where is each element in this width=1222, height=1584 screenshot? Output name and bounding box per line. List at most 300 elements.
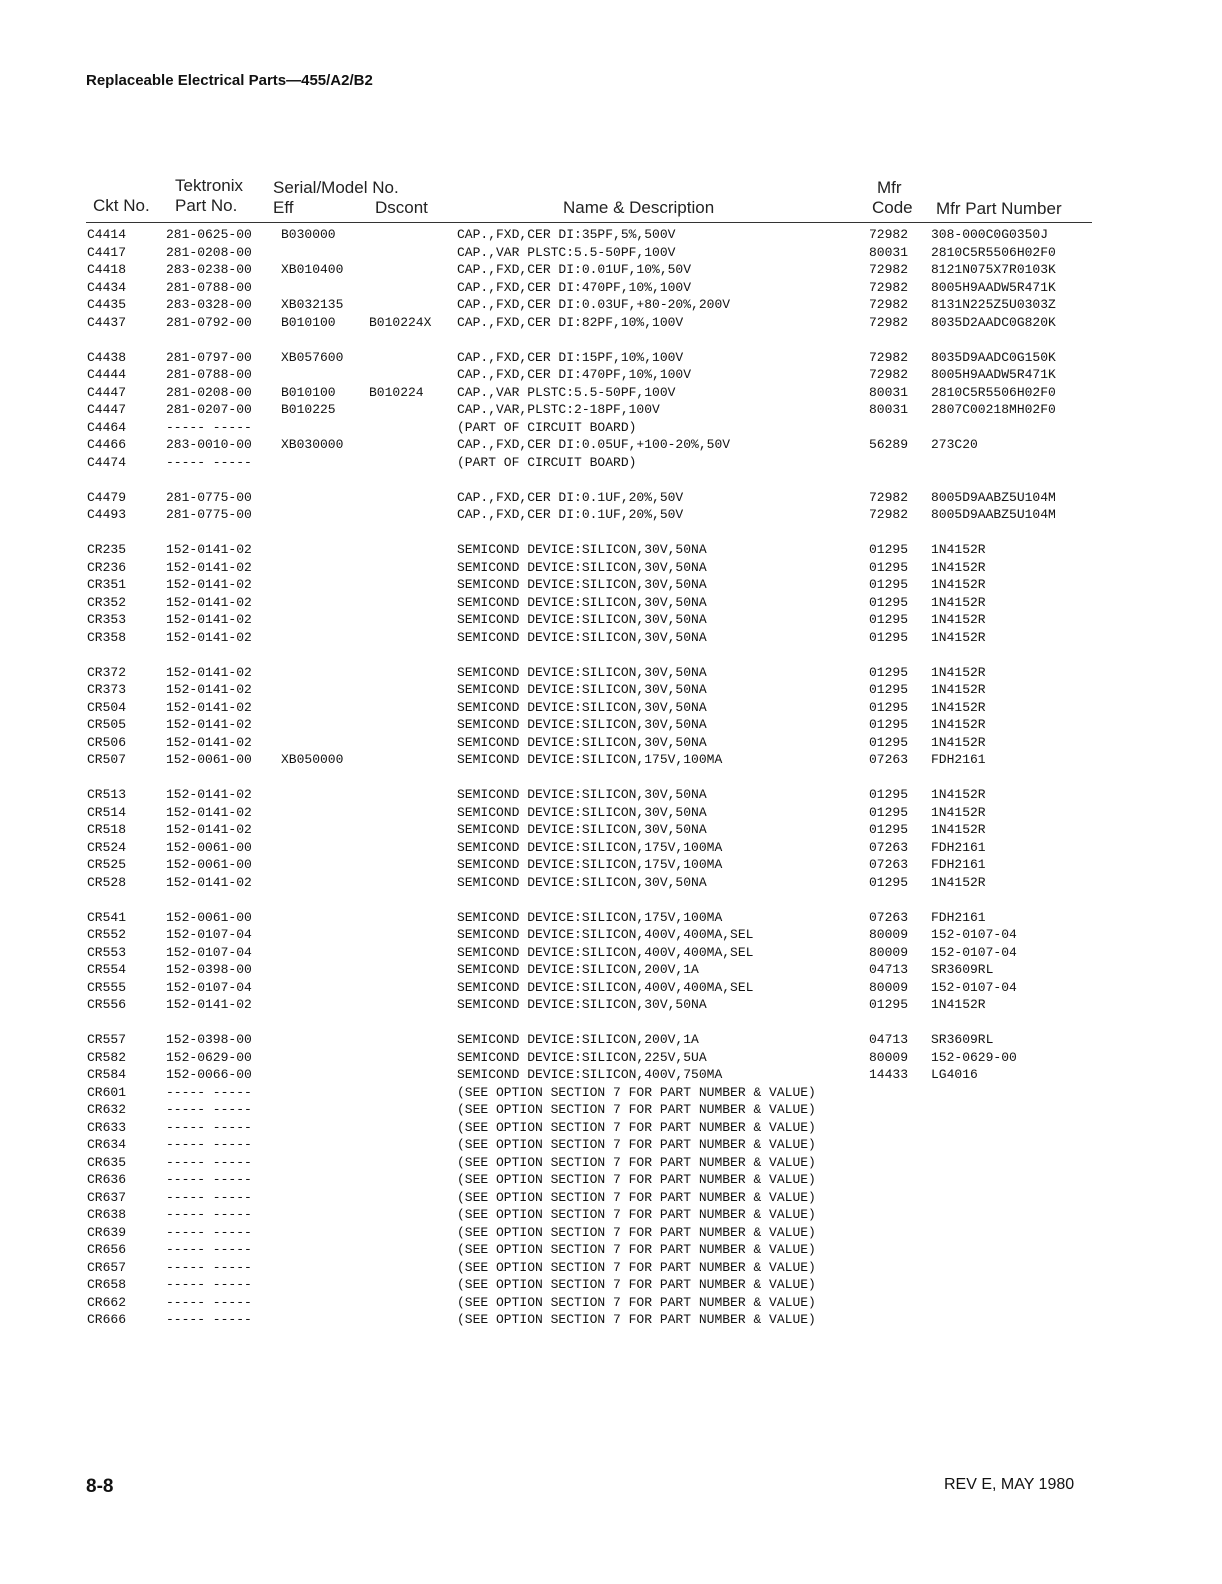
cell-mfr-part-number: 1N4152R — [931, 874, 986, 890]
table-row — [0, 261, 1222, 279]
cell-mfr-code: 01295 — [869, 682, 909, 697]
cell-mfr-code: 80031 — [869, 244, 909, 260]
cell-part-no: 152-0141-02 — [166, 664, 252, 680]
table-row — [0, 349, 1222, 367]
page-title: Replaceable Electrical Parts—455/A2/B2 — [86, 72, 373, 89]
table-row — [0, 1241, 1222, 1259]
cell-mfr-code: 72982 — [869, 297, 909, 312]
cell-ckt-no: CR553 — [87, 944, 127, 960]
table-row — [0, 804, 1222, 822]
cell-part-no: 152-0398-00 — [166, 962, 252, 977]
cell-ckt-no: C4437 — [87, 314, 127, 330]
table-row — [0, 786, 1222, 804]
cell-mfr-code: 01295 — [869, 874, 909, 890]
cell-mfr-code: 72982 — [869, 349, 909, 365]
header-serial-model: Serial/Model No. — [273, 178, 399, 197]
table-row — [0, 1189, 1222, 1207]
cell-name-description: SEMICOND DEVICE:SILICON,175V,100MA — [457, 752, 723, 767]
cell-ckt-no: CR541 — [87, 909, 127, 925]
cell-mfr-part-number: 1N4152R — [931, 734, 986, 750]
cell-ckt-no: C4418 — [87, 262, 127, 277]
cell-dscont: B010224X — [369, 314, 432, 330]
cell-name-description: SEMICOND DEVICE:SILICON,225V,5UA — [457, 1049, 707, 1065]
cell-name-description: SEMICOND DEVICE:SILICON,175V,100MA — [457, 857, 723, 872]
table-row — [0, 996, 1222, 1014]
table-row — [0, 751, 1222, 769]
cell-mfr-part-number: SR3609RL — [931, 1032, 994, 1047]
cell-ckt-no: CR524 — [87, 839, 127, 855]
cell-part-no: 281-0208-00 — [166, 244, 252, 260]
cell-mfr-code: 72982 — [869, 279, 909, 295]
cell-ckt-no: CR662 — [87, 1294, 127, 1310]
cell-part-no: 152-0061-00 — [166, 839, 252, 855]
table-row — [0, 856, 1222, 874]
cell-ckt-no: C4493 — [87, 507, 127, 522]
table-row — [0, 734, 1222, 752]
cell-mfr-part-number: 8131N225Z5U0303Z — [931, 297, 1056, 312]
cell-ckt-no: CR556 — [87, 997, 127, 1012]
table-row — [0, 506, 1222, 524]
cell-part-no: 283-0238-00 — [166, 262, 252, 277]
cell-ckt-no: CR656 — [87, 1242, 127, 1257]
cell-ckt-no: C4414 — [87, 227, 127, 242]
cell-ckt-no: C4434 — [87, 279, 127, 295]
cell-ckt-no: CR513 — [87, 787, 127, 802]
table-row — [0, 874, 1222, 892]
cell-ckt-no: CR506 — [87, 734, 127, 750]
cell-mfr-code: 01295 — [869, 664, 909, 680]
cell-name-description: SEMICOND DEVICE:SILICON,30V,50NA — [457, 734, 707, 750]
cell-ckt-no: CR235 — [87, 542, 127, 557]
cell-part-no: ----- ----- — [166, 419, 252, 435]
cell-part-no: 152-0107-04 — [166, 944, 252, 960]
cell-mfr-part-number: 2807C00218MH02F0 — [931, 402, 1056, 417]
cell-eff: XB030000 — [281, 437, 344, 452]
cell-mfr-part-number: 1N4152R — [931, 664, 986, 680]
cell-mfr-part-number: 152-0107-04 — [931, 979, 1017, 995]
cell-part-no: ----- ----- — [166, 1224, 252, 1240]
cell-ckt-no: CR351 — [87, 577, 127, 592]
table-row — [0, 1206, 1222, 1224]
cell-mfr-code: 56289 — [869, 437, 909, 452]
cell-mfr-part-number: 152-0629-00 — [931, 1049, 1017, 1065]
cell-eff: XB050000 — [281, 752, 344, 767]
cell-name-description: CAP.,VAR,PLSTC:2-18PF,100V — [457, 402, 660, 417]
cell-name-description: (SEE OPTION SECTION 7 FOR PART NUMBER & VALUE) — [457, 1207, 816, 1222]
table-row — [0, 419, 1222, 437]
cell-part-no: 281-0775-00 — [166, 489, 252, 505]
cell-part-no: ----- ----- — [166, 1242, 252, 1257]
cell-name-description: CAP.,VAR PLSTC:5.5-50PF,100V — [457, 244, 676, 260]
cell-name-description: SEMICOND DEVICE:SILICON,30V,50NA — [457, 874, 707, 890]
cell-name-description: SEMICOND DEVICE:SILICON,400V,400MA,SEL — [457, 979, 754, 995]
cell-ckt-no: CR638 — [87, 1207, 127, 1222]
cell-name-description: SEMICOND DEVICE:SILICON,30V,50NA — [457, 682, 707, 697]
cell-name-description: (SEE OPTION SECTION 7 FOR PART NUMBER & VALUE) — [457, 1154, 816, 1170]
cell-part-no: 152-0107-04 — [166, 979, 252, 995]
table-row — [0, 1154, 1222, 1172]
table-row — [0, 436, 1222, 454]
table-row — [0, 279, 1222, 297]
cell-ckt-no: CR635 — [87, 1154, 127, 1170]
cell-name-description: SEMICOND DEVICE:SILICON,30V,50NA — [457, 717, 707, 732]
cell-ckt-no: CR507 — [87, 752, 127, 767]
header-mfr-code: Code — [872, 198, 913, 217]
cell-ckt-no: CR666 — [87, 1312, 127, 1327]
header-dscont: Dscont — [375, 198, 428, 217]
cell-name-description: (SEE OPTION SECTION 7 FOR PART NUMBER & VALUE) — [457, 1312, 816, 1327]
cell-mfr-part-number: FDH2161 — [931, 857, 986, 872]
cell-mfr-code: 07263 — [869, 857, 909, 872]
cell-name-description: SEMICOND DEVICE:SILICON,30V,50NA — [457, 787, 707, 802]
cell-name-description: (SEE OPTION SECTION 7 FOR PART NUMBER & VALUE) — [457, 1242, 816, 1257]
cell-mfr-part-number: 1N4152R — [931, 577, 986, 592]
cell-ckt-no: CR352 — [87, 594, 127, 610]
cell-ckt-no: CR639 — [87, 1224, 127, 1240]
header-rule — [86, 222, 1092, 223]
cell-part-no: 152-0141-02 — [166, 577, 252, 592]
table-row — [0, 576, 1222, 594]
cell-ckt-no: CR353 — [87, 612, 127, 627]
cell-ckt-no: CR637 — [87, 1189, 127, 1205]
cell-name-description: (SEE OPTION SECTION 7 FOR PART NUMBER & VALUE) — [457, 1119, 816, 1135]
cell-part-no: 152-0061-00 — [166, 857, 252, 872]
table-row — [0, 384, 1222, 402]
table-row — [0, 926, 1222, 944]
cell-part-no: 281-0625-00 — [166, 227, 252, 242]
cell-part-no: 281-0208-00 — [166, 384, 252, 400]
cell-mfr-part-number: 8005D9AABZ5U104M — [931, 489, 1056, 505]
header-mfr: Mfr — [877, 178, 902, 197]
cell-mfr-part-number: 308-000C0G0350J — [931, 227, 1049, 242]
cell-ckt-no: CR525 — [87, 857, 127, 872]
header-ckt-no: Ckt No. — [93, 196, 150, 215]
cell-ckt-no: C4466 — [87, 437, 127, 452]
cell-mfr-part-number: FDH2161 — [931, 839, 986, 855]
table-row — [0, 541, 1222, 559]
cell-part-no: 152-0061-00 — [166, 752, 252, 767]
cell-mfr-code: 72982 — [869, 489, 909, 505]
cell-ckt-no: CR632 — [87, 1102, 127, 1117]
cell-ckt-no: CR633 — [87, 1119, 127, 1135]
cell-mfr-part-number: 152-0107-04 — [931, 944, 1017, 960]
cell-mfr-code: 72982 — [869, 227, 909, 242]
cell-name-description: SEMICOND DEVICE:SILICON,400V,750MA — [457, 1067, 723, 1082]
cell-name-description: SEMICOND DEVICE:SILICON,30V,50NA — [457, 577, 707, 592]
cell-mfr-part-number: 8035D9AADC0G150K — [931, 349, 1056, 365]
table-row — [0, 961, 1222, 979]
cell-name-description: CAP.,FXD,CER DI:35PF,5%,500V — [457, 227, 676, 242]
table-row — [0, 611, 1222, 629]
cell-mfr-code: 80031 — [869, 402, 909, 417]
cell-mfr-part-number: 8005H9AADW5R471K — [931, 279, 1056, 295]
cell-name-description: CAP.,FXD,CER DI:82PF,10%,100V — [457, 314, 684, 330]
header-name-description: Name & Description — [563, 198, 715, 217]
cell-mfr-code: 01295 — [869, 629, 909, 645]
cell-ckt-no: CR658 — [87, 1277, 127, 1292]
cell-mfr-code: 04713 — [869, 962, 909, 977]
cell-part-no: ----- ----- — [166, 1102, 252, 1117]
cell-ckt-no: CR372 — [87, 664, 127, 680]
table-row — [0, 1049, 1222, 1067]
cell-part-no: 152-0141-02 — [166, 594, 252, 610]
cell-part-no: 152-0141-02 — [166, 822, 252, 837]
cell-part-no: 152-0141-02 — [166, 717, 252, 732]
cell-mfr-part-number: 2810C5R5506H02F0 — [931, 384, 1056, 400]
cell-eff: B010225 — [281, 402, 336, 417]
table-row — [0, 1171, 1222, 1189]
cell-ckt-no: C4447 — [87, 402, 127, 417]
cell-part-no: 152-0061-00 — [166, 909, 252, 925]
cell-mfr-part-number: SR3609RL — [931, 962, 994, 977]
cell-name-description: SEMICOND DEVICE:SILICON,200V,1A — [457, 962, 699, 977]
cell-mfr-code: 01295 — [869, 699, 909, 715]
cell-ckt-no: CR236 — [87, 559, 127, 575]
cell-name-description: SEMICOND DEVICE:SILICON,30V,50NA — [457, 629, 707, 645]
table-row — [0, 1276, 1222, 1294]
cell-name-description: (SEE OPTION SECTION 7 FOR PART NUMBER & VALUE) — [457, 1137, 816, 1152]
page-number: 8-8 — [86, 1476, 114, 1497]
cell-eff: XB010400 — [281, 262, 344, 277]
cell-ckt-no: CR505 — [87, 717, 127, 732]
cell-mfr-code: 80009 — [869, 944, 909, 960]
cell-mfr-part-number: 1N4152R — [931, 717, 986, 732]
cell-eff: XB032135 — [281, 297, 344, 312]
cell-mfr-part-number: 1N4152R — [931, 699, 986, 715]
cell-name-description: CAP.,FXD,CER DI:470PF,10%,100V — [457, 279, 692, 295]
table-row — [0, 821, 1222, 839]
cell-name-description: (SEE OPTION SECTION 7 FOR PART NUMBER & VALUE) — [457, 1259, 816, 1275]
cell-part-no: 152-0398-00 — [166, 1032, 252, 1047]
cell-part-no: ----- ----- — [166, 1119, 252, 1135]
table-row — [0, 629, 1222, 647]
cell-name-description: CAP.,FXD,CER DI:0.05UF,+100-20%,50V — [457, 437, 731, 452]
cell-name-description: SEMICOND DEVICE:SILICON,175V,100MA — [457, 839, 723, 855]
cell-name-description: SEMICOND DEVICE:SILICON,30V,50NA — [457, 699, 707, 715]
cell-mfr-code: 01295 — [869, 594, 909, 610]
cell-part-no: ----- ----- — [166, 1312, 252, 1327]
cell-mfr-part-number: 2810C5R5506H02F0 — [931, 244, 1056, 260]
table-row — [0, 1119, 1222, 1137]
cell-eff: B010100 — [281, 384, 336, 400]
cell-mfr-part-number: 1N4152R — [931, 804, 986, 820]
cell-mfr-code: 01295 — [869, 559, 909, 575]
cell-ckt-no: CR582 — [87, 1049, 127, 1065]
cell-ckt-no: C4474 — [87, 454, 127, 470]
cell-mfr-part-number: 1N4152R — [931, 787, 986, 802]
cell-mfr-part-number: FDH2161 — [931, 909, 986, 925]
cell-ckt-no: CR601 — [87, 1084, 127, 1100]
cell-part-no: ----- ----- — [166, 1207, 252, 1222]
cell-part-no: 152-0141-02 — [166, 804, 252, 820]
table-row — [0, 979, 1222, 997]
table-row — [0, 296, 1222, 314]
table-row — [0, 454, 1222, 472]
cell-part-no: 152-0141-02 — [166, 874, 252, 890]
cell-ckt-no: CR657 — [87, 1259, 127, 1275]
cell-part-no: 283-0010-00 — [166, 437, 252, 452]
cell-name-description: SEMICOND DEVICE:SILICON,30V,50NA — [457, 559, 707, 575]
cell-part-no: ----- ----- — [166, 1084, 252, 1100]
cell-name-description: CAP.,VAR PLSTC:5.5-50PF,100V — [457, 384, 676, 400]
cell-mfr-part-number: 1N4152R — [931, 682, 986, 697]
cell-name-description: (SEE OPTION SECTION 7 FOR PART NUMBER & VALUE) — [457, 1224, 816, 1240]
cell-part-no: ----- ----- — [166, 454, 252, 470]
table-row — [0, 1066, 1222, 1084]
header-eff: Eff — [273, 198, 294, 217]
cell-mfr-code: 14433 — [869, 1067, 909, 1082]
cell-name-description: SEMICOND DEVICE:SILICON,175V,100MA — [457, 909, 723, 925]
cell-part-no: ----- ----- — [166, 1137, 252, 1152]
cell-mfr-code: 04713 — [869, 1032, 909, 1047]
cell-ckt-no: CR584 — [87, 1067, 127, 1082]
cell-part-no: ----- ----- — [166, 1154, 252, 1170]
cell-ckt-no: CR555 — [87, 979, 127, 995]
cell-part-no: 152-0141-02 — [166, 559, 252, 575]
table-row — [0, 1031, 1222, 1049]
cell-ckt-no: C4438 — [87, 349, 127, 365]
cell-mfr-part-number: 1N4152R — [931, 822, 986, 837]
cell-mfr-code: 80009 — [869, 979, 909, 995]
cell-mfr-part-number: FDH2161 — [931, 752, 986, 767]
cell-name-description: SEMICOND DEVICE:SILICON,30V,50NA — [457, 822, 707, 837]
cell-ckt-no: CR504 — [87, 699, 127, 715]
cell-name-description: SEMICOND DEVICE:SILICON,400V,400MA,SEL — [457, 944, 754, 960]
table-row — [0, 244, 1222, 262]
cell-part-no: 281-0788-00 — [166, 279, 252, 295]
cell-part-no: ----- ----- — [166, 1172, 252, 1187]
table-row — [0, 1311, 1222, 1329]
table-row — [0, 489, 1222, 507]
cell-name-description: CAP.,FXD,CER DI:0.1UF,20%,50V — [457, 507, 684, 522]
cell-name-description: SEMICOND DEVICE:SILICON,400V,400MA,SEL — [457, 927, 754, 942]
cell-mfr-code: 07263 — [869, 839, 909, 855]
cell-mfr-code: 72982 — [869, 262, 909, 277]
cell-ckt-no: CR636 — [87, 1172, 127, 1187]
cell-mfr-code: 72982 — [869, 507, 909, 522]
table-row — [0, 559, 1222, 577]
cell-mfr-part-number: 8035D2AADC0G820K — [931, 314, 1056, 330]
table-row — [0, 594, 1222, 612]
cell-mfr-code: 01295 — [869, 787, 909, 802]
table-row — [0, 226, 1222, 244]
table-row — [0, 839, 1222, 857]
cell-name-description: (SEE OPTION SECTION 7 FOR PART NUMBER & VALUE) — [457, 1172, 816, 1187]
cell-name-description: SEMICOND DEVICE:SILICON,30V,50NA — [457, 612, 707, 627]
cell-name-description: SEMICOND DEVICE:SILICON,30V,50NA — [457, 594, 707, 610]
cell-ckt-no: CR358 — [87, 629, 127, 645]
cell-ckt-no: C4417 — [87, 244, 127, 260]
cell-part-no: ----- ----- — [166, 1259, 252, 1275]
cell-part-no: 281-0788-00 — [166, 367, 252, 382]
cell-eff: B030000 — [281, 227, 336, 242]
cell-mfr-code: 07263 — [869, 909, 909, 925]
cell-mfr-code: 01295 — [869, 717, 909, 732]
cell-mfr-code: 80031 — [869, 384, 909, 400]
table-row — [0, 1224, 1222, 1242]
cell-mfr-code: 01295 — [869, 997, 909, 1012]
cell-ckt-no: C4444 — [87, 367, 127, 382]
cell-ckt-no: CR557 — [87, 1032, 127, 1047]
revision-date: REV E, MAY 1980 — [944, 1476, 1075, 1493]
cell-name-description: CAP.,FXD,CER DI:0.1UF,20%,50V — [457, 489, 684, 505]
cell-part-no: 283-0328-00 — [166, 297, 252, 312]
header-mfr-part-number: Mfr Part Number — [936, 199, 1062, 218]
cell-ckt-no: CR552 — [87, 927, 127, 942]
cell-name-description: CAP.,FXD,CER DI:15PF,10%,100V — [457, 349, 684, 365]
cell-mfr-part-number: 1N4152R — [931, 612, 986, 627]
parts-table — [0, 226, 1222, 1329]
cell-part-no: 152-0629-00 — [166, 1049, 252, 1065]
cell-mfr-code: 80009 — [869, 927, 909, 942]
cell-name-description: SEMICOND DEVICE:SILICON,30V,50NA — [457, 664, 707, 680]
cell-part-no: 281-0792-00 — [166, 314, 252, 330]
cell-part-no: 152-0141-02 — [166, 612, 252, 627]
cell-eff: XB057600 — [281, 349, 344, 365]
cell-ckt-no: C4435 — [87, 297, 127, 312]
cell-mfr-code: 72982 — [869, 314, 909, 330]
cell-name-description: SEMICOND DEVICE:SILICON,30V,50NA — [457, 997, 707, 1012]
table-row — [0, 366, 1222, 384]
cell-part-no: 152-0141-02 — [166, 787, 252, 802]
cell-name-description: (SEE OPTION SECTION 7 FOR PART NUMBER & VALUE) — [457, 1102, 816, 1117]
cell-mfr-part-number: 273C20 — [931, 437, 978, 452]
cell-ckt-no: C4464 — [87, 419, 127, 435]
cell-name-description: SEMICOND DEVICE:SILICON,200V,1A — [457, 1032, 699, 1047]
header-part-no: Part No. — [175, 196, 238, 215]
cell-ckt-no: CR528 — [87, 874, 127, 890]
cell-mfr-code: 80009 — [869, 1049, 909, 1065]
cell-ckt-no: CR518 — [87, 822, 127, 837]
cell-mfr-code: 01295 — [869, 804, 909, 820]
cell-mfr-part-number: 8121N075X7R0103K — [931, 262, 1056, 277]
table-row — [0, 944, 1222, 962]
table-row — [0, 1294, 1222, 1312]
table-row — [0, 716, 1222, 734]
cell-mfr-part-number: 8005H9AADW5R471K — [931, 367, 1056, 382]
table-row — [0, 909, 1222, 927]
cell-name-description: SEMICOND DEVICE:SILICON,30V,50NA — [457, 542, 707, 557]
cell-name-description: CAP.,FXD,CER DI:470PF,10%,100V — [457, 367, 692, 382]
cell-part-no: 152-0141-02 — [166, 629, 252, 645]
table-row — [0, 1259, 1222, 1277]
cell-name-description: (SEE OPTION SECTION 7 FOR PART NUMBER & VALUE) — [457, 1294, 816, 1310]
cell-mfr-code: 01295 — [869, 734, 909, 750]
cell-part-no: 152-0141-02 — [166, 542, 252, 557]
cell-ckt-no: C4447 — [87, 384, 127, 400]
cell-name-description: (SEE OPTION SECTION 7 FOR PART NUMBER & VALUE) — [457, 1189, 816, 1205]
cell-mfr-code: 01295 — [869, 822, 909, 837]
cell-mfr-part-number: LG4016 — [931, 1067, 978, 1082]
cell-name-description: (SEE OPTION SECTION 7 FOR PART NUMBER & VALUE) — [457, 1277, 816, 1292]
cell-part-no: 152-0141-02 — [166, 997, 252, 1012]
table-row — [0, 1084, 1222, 1102]
cell-mfr-part-number: 1N4152R — [931, 594, 986, 610]
cell-mfr-part-number: 1N4152R — [931, 559, 986, 575]
table-row — [0, 681, 1222, 699]
cell-name-description: CAP.,FXD,CER DI:0.03UF,+80-20%,200V — [457, 297, 731, 312]
cell-ckt-no: CR554 — [87, 962, 127, 977]
table-row — [0, 314, 1222, 332]
table-row — [0, 699, 1222, 717]
cell-part-no: ----- ----- — [166, 1277, 252, 1292]
table-row — [0, 664, 1222, 682]
cell-part-no: 152-0141-02 — [166, 734, 252, 750]
cell-eff: B010100 — [281, 314, 336, 330]
cell-mfr-part-number: 8005D9AABZ5U104M — [931, 507, 1056, 522]
cell-mfr-code: 72982 — [869, 367, 909, 382]
cell-ckt-no: CR634 — [87, 1137, 127, 1152]
